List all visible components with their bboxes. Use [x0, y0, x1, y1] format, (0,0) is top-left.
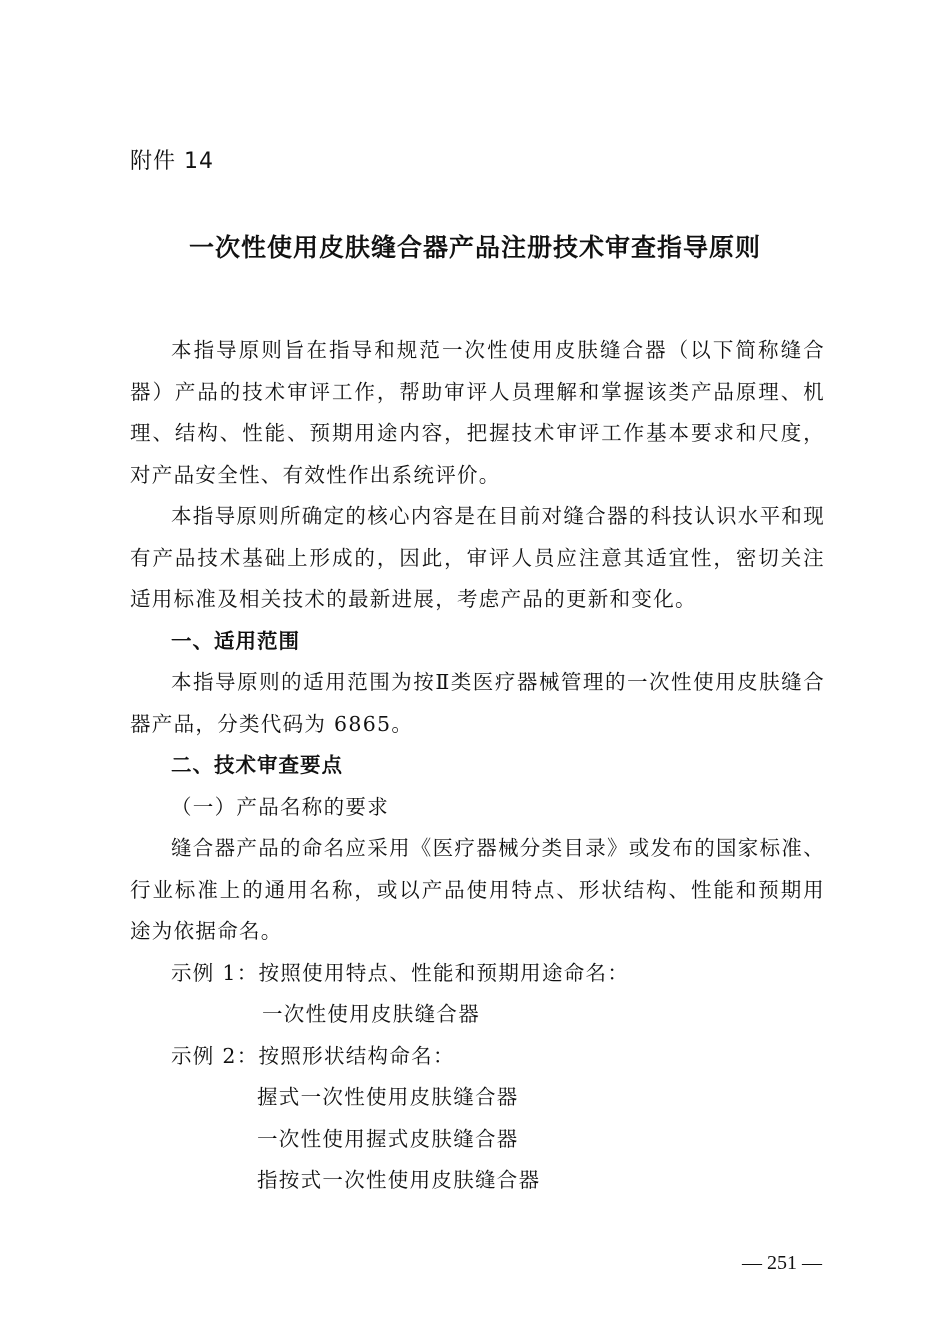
section-heading-review-points: 二、技术审查要点 — [171, 753, 343, 777]
example-1-item: 一次性使用皮肤缝合器 — [262, 1002, 480, 1026]
example-2-item: 握式一次性使用皮肤缝合器 — [257, 1085, 519, 1109]
naming-paragraph: 缝合器产品的命名应采用《医疗器械分类目录》或发布的国家标准、行业标准上的通用名称，或以产品使用特点、形状结构、性能和预期用途为依据命名。 — [130, 836, 825, 943]
document-body — [130, 330, 825, 1202]
intro-paragraph-1: 本指导原则旨在指导和规范一次性使用皮肤缝合器（以下简称缝合器）产品的技术审评工作，帮助审评人员理解和掌握该类产品原理、机理、结构、性能、预期用途内容，把握技术审评工作基本要求和尺度，对产品安全性、有效性作出系统评价。 — [130, 338, 825, 487]
attachment-label: 附件 14 — [130, 149, 214, 174]
example-2-item: 指按式一次性使用皮肤缝合器 — [257, 1168, 541, 1192]
subsection-heading-product-name: （一）产品名称的要求 — [171, 794, 389, 819]
document-title: 一次性使用皮肤缝合器产品注册技术审查指导原则 — [188, 233, 761, 262]
scope-paragraph: 本指导原则的适用范围为按Ⅱ类医疗器械管理的一次性使用皮肤缝合器产品，分类代码为 6865。 — [130, 670, 825, 736]
example-2-item: 一次性使用握式皮肤缝合器 — [257, 1126, 519, 1151]
intro-paragraph-2: 本指导原则所确定的核心内容是在目前对缝合器的科技认识水平和现有产品技术基础上形成的，因此，审评人员应注意其适宜性，密切关注适用标准及相关技术的最新进展，考虑产品的更新和变化。 — [130, 504, 825, 611]
example-2-label: 示例 2：按照形状结构命名： — [171, 1043, 455, 1068]
section-heading-scope: 一、适用范围 — [171, 628, 300, 653]
page-number: — 251 — — [742, 1252, 822, 1274]
example-1-label: 示例 1：按照使用特点、性能和预期用途命名： — [171, 960, 630, 985]
